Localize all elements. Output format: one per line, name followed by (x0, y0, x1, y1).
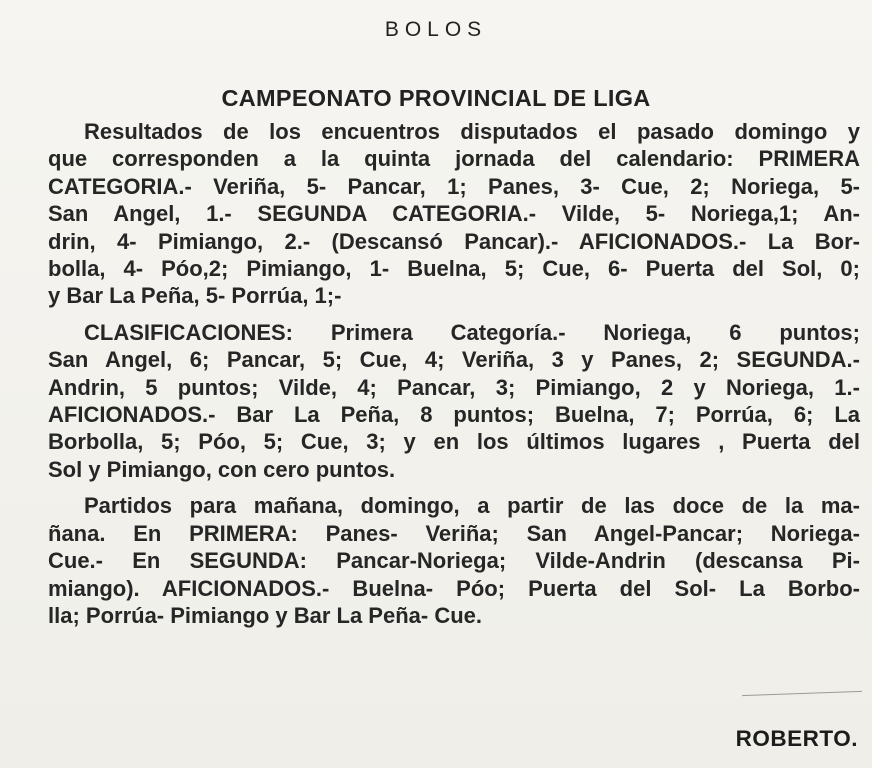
body-line: Resultados de los encuentros disputados el pasado domingo y (84, 119, 860, 144)
body-line: Cue.- En SEGUNDA: Pancar-Noriega; Vilde-Andrin (descansa Pi- (48, 548, 860, 574)
body-line: San Angel, 6; Pancar, 5; Cue, 4; Veriña, 3 y Panes, 2; SEGUNDA.- (48, 347, 860, 373)
body-line: y Bar La Peña, 5- Porrúa, 1;- (48, 283, 342, 309)
body-line: bolla, 4- Póo,2; Pimiango, 1- Buelna, 5; Cue, 6- Puerta del Sol, 0; (48, 256, 860, 282)
article-headline: CAMPEONATO PROVINCIAL DE LIGA (221, 85, 651, 111)
body-line: Borbolla, 5; Póo, 5; Cue, 3; y en los últimos lugares , Puerta del (48, 429, 860, 455)
author-signature: ROBERTO. (735, 726, 858, 751)
results-paragraph (12, 118, 860, 310)
body-line: CATEGORIA.- Veriña, 5- Pancar, 1; Panes, 3- Cue, 2; Noriega, 5- (48, 173, 860, 199)
body-line: Partidos para mañana, domingo, a partir de las doce de la ma- (84, 493, 860, 519)
body-line: drin, 4- Pimiango, 2.- (Descansó Pancar).- AFICIONADOS.- La Bor- (48, 228, 860, 254)
body-line: miango). AFICIONADOS.- Buelna- Póo; Puerta del Sol- La Borbo- (48, 575, 860, 601)
fixtures-paragraph (12, 492, 860, 629)
article-body (12, 118, 860, 629)
standings-paragraph (12, 319, 860, 483)
body-line: ñana. En PRIMERA: Panes- Veriña; San Angel-Pancar; Noriega- (48, 520, 860, 546)
body-line: CLASIFICACIONES: Primera Categoría.- Noriega, 6 puntos; (84, 319, 860, 345)
section-header: BOLOS (384, 18, 488, 41)
body-line: San Angel, 1.- SEGUNDA CATEGORIA.- Vilde, 5- Noriega,1; An- (48, 201, 860, 227)
body-line: Sol y Pimiango, con cero puntos. (48, 456, 396, 482)
decorative-rule (742, 691, 862, 696)
body-line: que corresponden a la quinta jornada del calendario: PRIMERA (48, 146, 860, 172)
body-line: AFICIONADOS.- Bar La Peña, 8 puntos; Buelna, 7; Porrúa, 6; La (48, 402, 860, 428)
body-line: lla; Porrúa- Pimiango y Bar La Peña- Cue. (48, 602, 482, 628)
body-line: Andrin, 5 puntos; Vilde, 4; Pancar, 3; Pimiango, 2 y Noriega, 1.- (48, 374, 860, 400)
